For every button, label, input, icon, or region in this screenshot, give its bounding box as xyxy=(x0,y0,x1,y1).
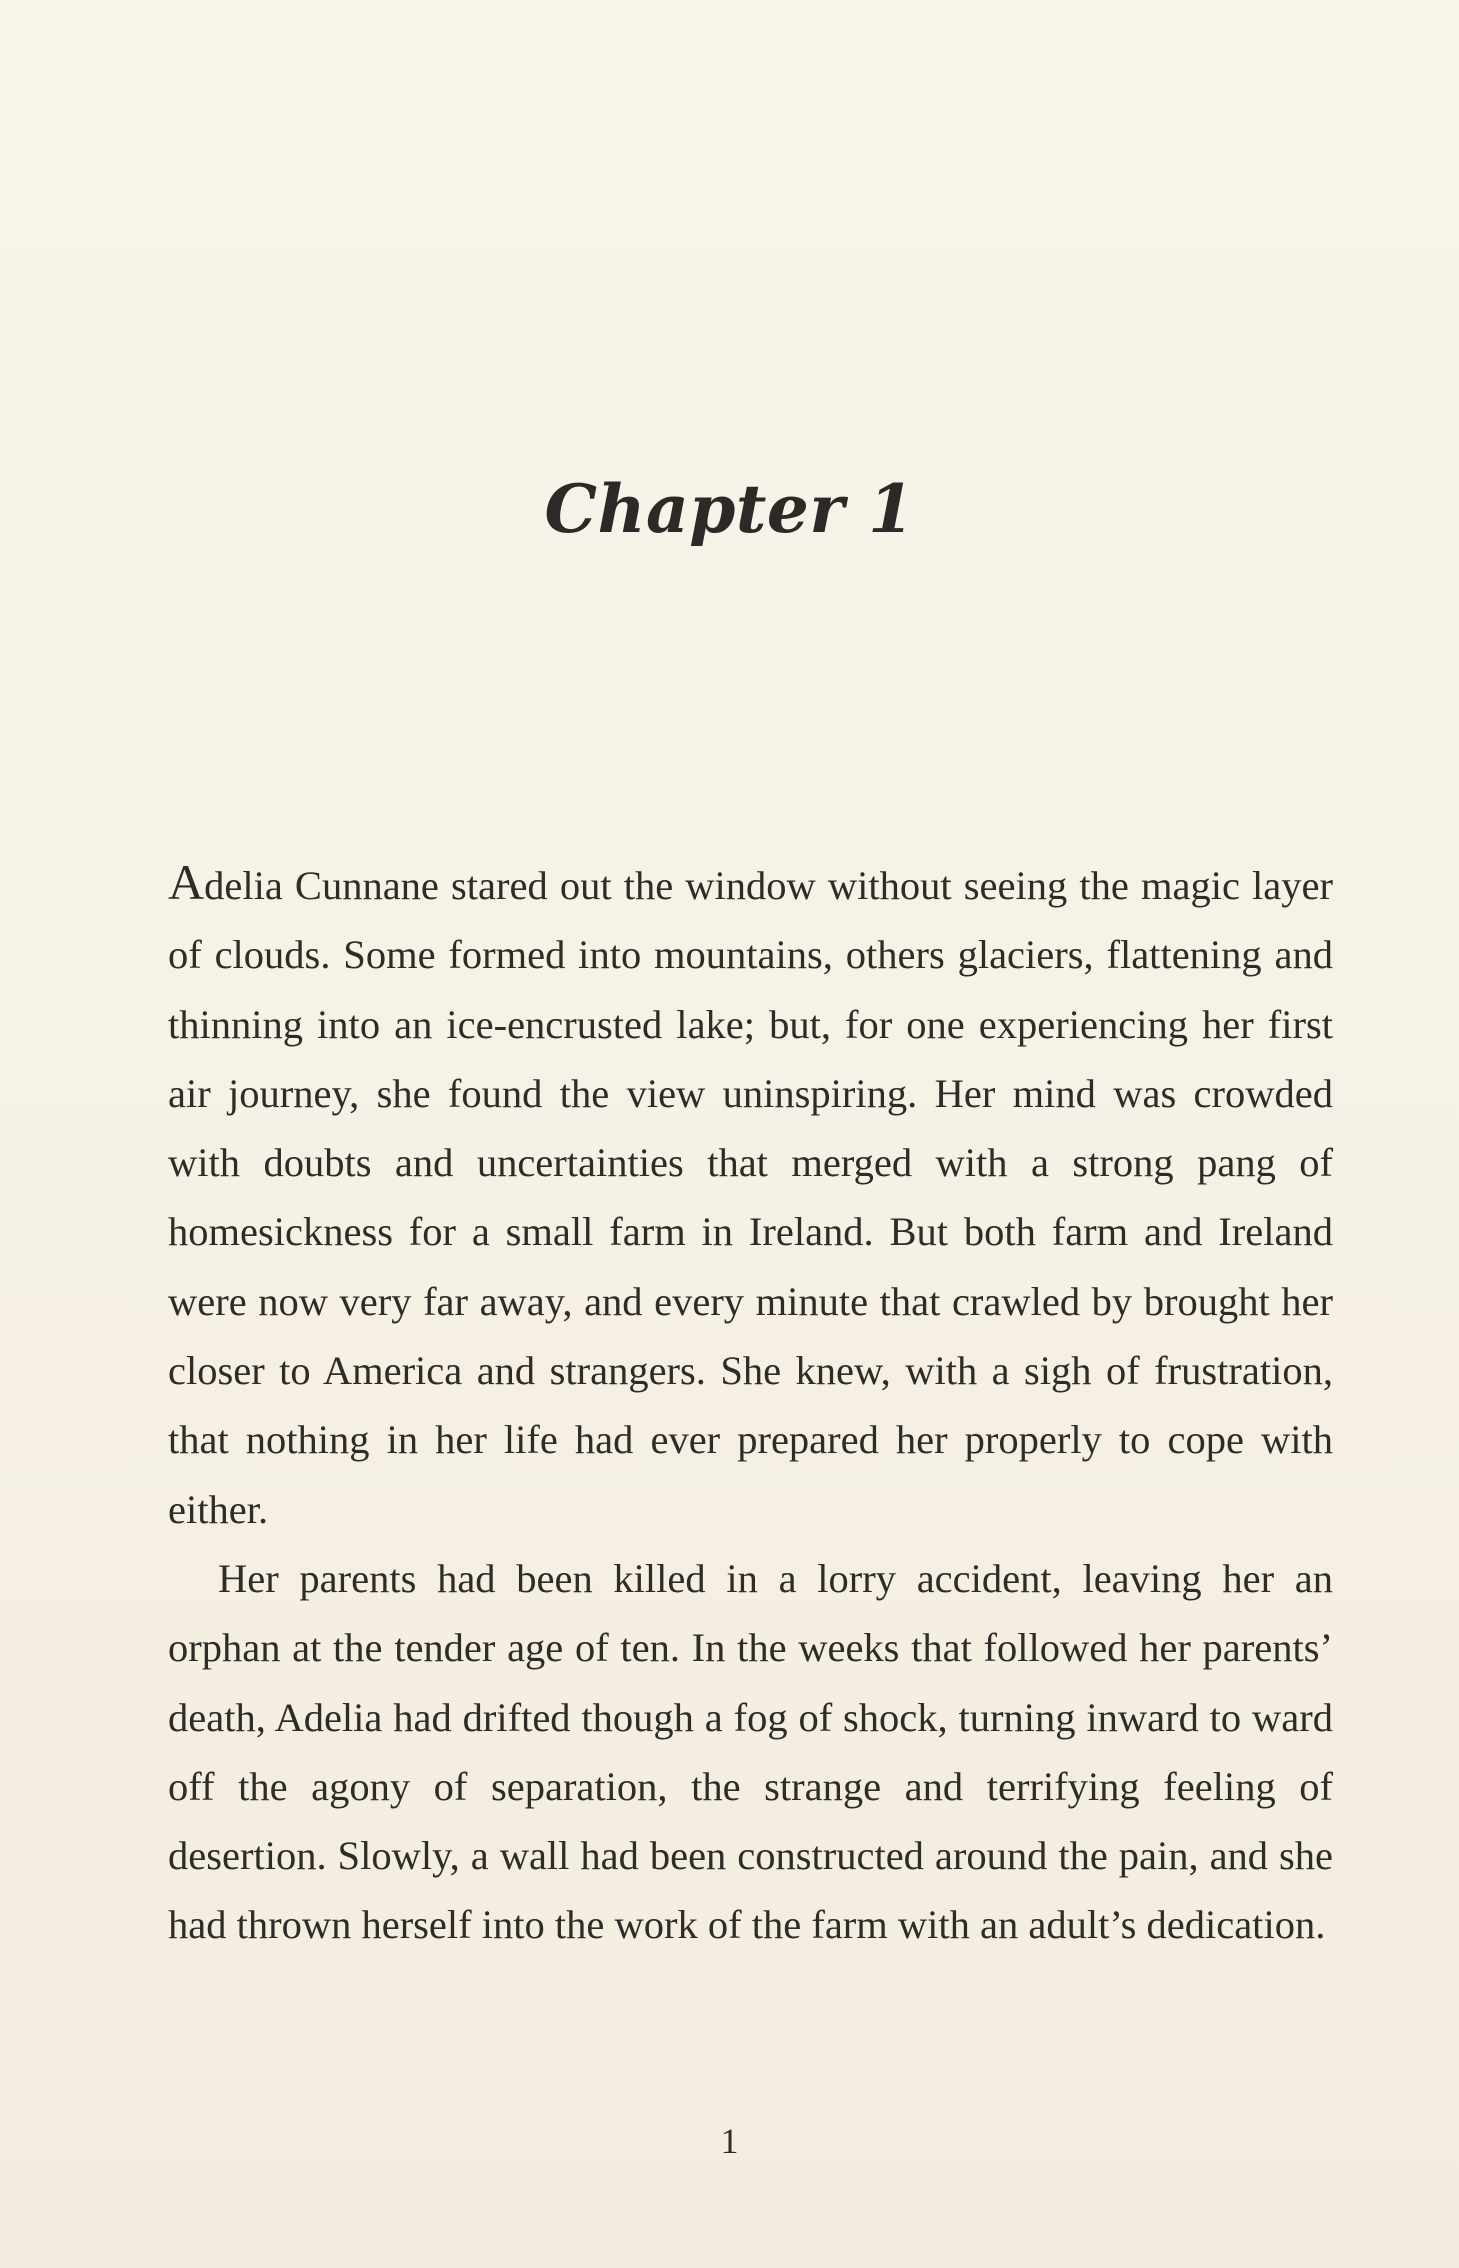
paragraph-1 xyxy=(168,848,1333,1544)
paragraph-1-text: delia Cunnane stared out the window without seeing the magic layer of clouds. Some formed into mountains, others glaciers, flattening and thinning into an ice-encrusted lake; but, for one experiencing her first air journey, she found the view uninspiring. Her mind was crowded with doubts and uncertainties that merged with a strong pang of homesickness for a small farm in Ireland. But both farm and Ireland were now very far away, and every minute that crawled by brought her closer to America and strangers. She knew, with a sigh of frustration, that nothing in her life had ever prepared her properly to cope with either. xyxy=(168,863,1333,1532)
paragraph-2: Her parents had been killed in a lorry accident, leaving her an orphan at the tender age of ten. In the weeks that followed her parents’ death, Adelia had drifted though a fog of shock, turning inward to ward off the agony of separation, the strange and terrifying feeling of desertion. Slowly, a wall had been constructed around the pain, and she had thrown herself into the work of the farm with an adult’s dedication. xyxy=(168,1555,1333,1948)
paragraph-1-initial-letter: A xyxy=(168,854,205,910)
chapter-title: Chapter 1 xyxy=(544,470,915,548)
page-number: 1 xyxy=(720,2121,739,2161)
chapter-body xyxy=(168,848,1333,1960)
